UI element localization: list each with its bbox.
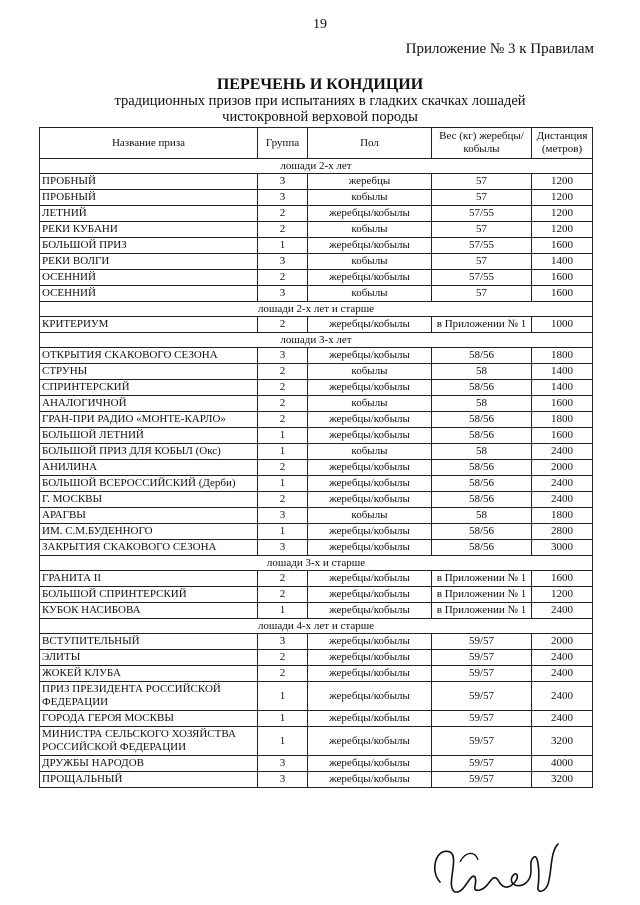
sex-cell: жеребцы/кобылы xyxy=(308,270,432,286)
group-cell: 3 xyxy=(258,190,308,206)
section-header-row xyxy=(40,333,593,348)
distance-cell: 1400 xyxy=(532,364,593,380)
group-cell: 2 xyxy=(258,364,308,380)
group-cell: 1 xyxy=(258,444,308,460)
weight-cell: 57/55 xyxy=(432,206,532,222)
weight-cell: 58/56 xyxy=(432,348,532,364)
distance-cell: 1600 xyxy=(532,428,593,444)
sex-cell: жеребцы/кобылы xyxy=(308,571,432,587)
table-row xyxy=(40,348,593,364)
sex-cell: кобылы xyxy=(308,444,432,460)
weight-cell: 58/56 xyxy=(432,540,532,556)
prize-name-cell: ГРАНИТА II xyxy=(40,571,258,587)
prize-name-cell: РЕКИ КУБАНИ xyxy=(40,222,258,238)
group-cell: 3 xyxy=(258,540,308,556)
header-group: Группа xyxy=(258,128,308,159)
weight-cell: 59/57 xyxy=(432,727,532,756)
weight-cell: 58 xyxy=(432,396,532,412)
document-title: ПЕРЕЧЕНЬ И КОНДИЦИИ xyxy=(216,76,424,93)
sex-cell: кобылы xyxy=(308,254,432,270)
sex-cell: жеребцы/кобылы xyxy=(308,476,432,492)
weight-cell: в Приложении № 1 xyxy=(432,587,532,603)
group-cell: 2 xyxy=(258,666,308,682)
prize-name-cell: ДРУЖБЫ НАРОДОВ xyxy=(40,756,258,772)
prize-name-cell: КУБОК НАСИБОВА xyxy=(40,603,258,619)
group-cell: 2 xyxy=(258,206,308,222)
distance-cell: 2400 xyxy=(532,444,593,460)
table-row xyxy=(40,270,593,286)
group-cell: 2 xyxy=(258,587,308,603)
weight-cell: в Приложении № 1 xyxy=(432,571,532,587)
prize-name-cell: ИМ. С.М.БУДЕННОГО xyxy=(40,524,258,540)
distance-cell: 1000 xyxy=(532,317,593,333)
distance-cell: 2400 xyxy=(532,711,593,727)
group-cell: 2 xyxy=(258,492,308,508)
section-title: лошади 2-х лет и старше xyxy=(40,302,593,317)
header-distance: Дистанция (метров) xyxy=(532,128,593,159)
distance-cell: 2400 xyxy=(532,666,593,682)
section-title: лошади 2-х лет xyxy=(40,159,593,174)
sex-cell: жеребцы/кобылы xyxy=(308,492,432,508)
group-cell: 3 xyxy=(258,174,308,190)
distance-cell: 1400 xyxy=(532,380,593,396)
sex-cell: жеребцы/кобылы xyxy=(308,238,432,254)
subtitle-line-2: чистокровной верховой породы xyxy=(222,109,418,125)
section-header-row xyxy=(40,619,593,634)
signature-image xyxy=(420,832,570,902)
sex-cell: кобылы xyxy=(308,190,432,206)
sex-cell: жеребцы/кобылы xyxy=(308,666,432,682)
prize-name-cell: ГОРОДА ГЕРОЯ МОСКВЫ xyxy=(40,711,258,727)
group-cell: 1 xyxy=(258,711,308,727)
group-cell: 1 xyxy=(258,682,308,711)
sex-cell: жеребцы/кобылы xyxy=(308,634,432,650)
group-cell: 3 xyxy=(258,348,308,364)
distance-cell: 2400 xyxy=(532,682,593,711)
group-cell: 2 xyxy=(258,270,308,286)
prize-name-cell: БОЛЬШОЙ ПРИЗ xyxy=(40,238,258,254)
table-row xyxy=(40,254,593,270)
group-cell: 1 xyxy=(258,603,308,619)
table-row xyxy=(40,727,593,756)
distance-cell: 2000 xyxy=(532,460,593,476)
group-cell: 3 xyxy=(258,508,308,524)
table-row xyxy=(40,756,593,772)
table-row xyxy=(40,508,593,524)
group-cell: 1 xyxy=(258,428,308,444)
weight-cell: 59/57 xyxy=(432,772,532,788)
prize-name-cell: ЛЕТНИЙ xyxy=(40,206,258,222)
group-cell: 2 xyxy=(258,396,308,412)
distance-cell: 1200 xyxy=(532,190,593,206)
weight-cell: в Приложении № 1 xyxy=(432,317,532,333)
weight-cell: 58 xyxy=(432,444,532,460)
weight-cell: 59/57 xyxy=(432,666,532,682)
table-row xyxy=(40,476,593,492)
group-cell: 1 xyxy=(258,476,308,492)
weight-cell: 57 xyxy=(432,286,532,302)
table-row xyxy=(40,428,593,444)
prize-name-cell: ЖОКЕЙ КЛУБА xyxy=(40,666,258,682)
prize-name-cell: ЭЛИТЫ xyxy=(40,650,258,666)
distance-cell: 1200 xyxy=(532,174,593,190)
section-header-row xyxy=(40,159,593,174)
table-row xyxy=(40,634,593,650)
prize-name-cell: ПРОБНЫЙ xyxy=(40,174,258,190)
sex-cell: кобылы xyxy=(308,222,432,238)
distance-cell: 1200 xyxy=(532,587,593,603)
distance-cell: 1600 xyxy=(532,270,593,286)
weight-cell: 58/56 xyxy=(432,524,532,540)
section-title: лошади 3-х и старше xyxy=(40,556,593,571)
prize-name-cell: ПРОЩАЛЬНЫЙ xyxy=(40,772,258,788)
table-row xyxy=(40,412,593,428)
document-subtitle xyxy=(0,93,640,125)
weight-cell: 58/56 xyxy=(432,476,532,492)
weight-cell: 58 xyxy=(432,364,532,380)
prize-name-cell: СТРУНЫ xyxy=(40,364,258,380)
table-row xyxy=(40,524,593,540)
weight-cell: 58 xyxy=(432,508,532,524)
prizes-table xyxy=(39,127,593,788)
sex-cell: жеребцы/кобылы xyxy=(308,460,432,476)
table-row xyxy=(40,364,593,380)
prize-name-cell: ЗАКРЫТИЯ СКАКОВОГО СЕЗОНА xyxy=(40,540,258,556)
distance-cell: 1800 xyxy=(532,508,593,524)
table-row xyxy=(40,380,593,396)
prize-name-cell: МИНИСТРА СЕЛЬСКОГО ХОЗЯЙСТВА РОССИЙСКОЙ ФЕДЕРАЦИИ xyxy=(40,727,258,756)
section-header-row xyxy=(40,556,593,571)
group-cell: 2 xyxy=(258,460,308,476)
prize-name-cell: ГРАН-ПРИ РАДИО «МОНТЕ-КАРЛО» xyxy=(40,412,258,428)
group-cell: 3 xyxy=(258,772,308,788)
distance-cell: 1800 xyxy=(532,348,593,364)
distance-cell: 3000 xyxy=(532,540,593,556)
appendix-reference: Приложение № 3 к Правилам xyxy=(405,41,594,57)
sex-cell: жеребцы/кобылы xyxy=(308,682,432,711)
distance-cell: 1400 xyxy=(532,254,593,270)
weight-cell: 57 xyxy=(432,254,532,270)
group-cell: 2 xyxy=(258,380,308,396)
distance-cell: 1200 xyxy=(532,206,593,222)
distance-cell: 2400 xyxy=(532,476,593,492)
prize-name-cell: ОСЕННИЙ xyxy=(40,286,258,302)
sex-cell: жеребцы/кобылы xyxy=(308,380,432,396)
subtitle-line-1: традиционных призов при испытаниях в гладких скачках лошадей xyxy=(114,93,526,109)
weight-cell: 58/56 xyxy=(432,380,532,396)
sex-cell: кобылы xyxy=(308,364,432,380)
header-prize-name: Название приза xyxy=(40,128,258,159)
weight-cell: 58/56 xyxy=(432,460,532,476)
prize-name-cell: АНИЛИНА xyxy=(40,460,258,476)
table-row xyxy=(40,587,593,603)
distance-cell: 1200 xyxy=(532,222,593,238)
prize-name-cell: БОЛЬШОЙ ПРИЗ ДЛЯ КОБЫЛ (Окс) xyxy=(40,444,258,460)
prize-name-cell: ПРИЗ ПРЕЗИДЕНТА РОССИЙСКОЙ ФЕДЕРАЦИИ xyxy=(40,682,258,711)
distance-cell: 1600 xyxy=(532,571,593,587)
group-cell: 1 xyxy=(258,524,308,540)
sex-cell: жеребцы/кобылы xyxy=(308,711,432,727)
table-row xyxy=(40,460,593,476)
distance-cell: 2400 xyxy=(532,603,593,619)
sex-cell: жеребцы/кобылы xyxy=(308,603,432,619)
group-cell: 3 xyxy=(258,286,308,302)
prize-name-cell: БОЛЬШОЙ СПРИНТЕРСКИЙ xyxy=(40,587,258,603)
weight-cell: 58/56 xyxy=(432,412,532,428)
table-row xyxy=(40,222,593,238)
prize-name-cell: АРАГВЫ xyxy=(40,508,258,524)
distance-cell: 2000 xyxy=(532,634,593,650)
table-row xyxy=(40,286,593,302)
table-row xyxy=(40,174,593,190)
page-number: 19 xyxy=(313,17,327,32)
prize-name-cell: ПРОБНЫЙ xyxy=(40,190,258,206)
distance-cell: 1600 xyxy=(532,238,593,254)
group-cell: 2 xyxy=(258,571,308,587)
prize-name-cell: ОСЕННИЙ xyxy=(40,270,258,286)
weight-cell: 57 xyxy=(432,190,532,206)
weight-cell: 59/57 xyxy=(432,756,532,772)
table-header-row xyxy=(40,128,593,159)
weight-cell: в Приложении № 1 xyxy=(432,603,532,619)
table-row xyxy=(40,238,593,254)
group-cell: 2 xyxy=(258,650,308,666)
prize-name-cell: БОЛЬШОЙ ЛЕТНИЙ xyxy=(40,428,258,444)
group-cell: 2 xyxy=(258,412,308,428)
distance-cell: 1600 xyxy=(532,286,593,302)
sex-cell: жеребцы/кобылы xyxy=(308,587,432,603)
table-row xyxy=(40,603,593,619)
distance-cell: 1600 xyxy=(532,396,593,412)
table-row xyxy=(40,711,593,727)
prize-name-cell: РЕКИ ВОЛГИ xyxy=(40,254,258,270)
sex-cell: жеребцы/кобылы xyxy=(308,317,432,333)
group-cell: 2 xyxy=(258,317,308,333)
table-row xyxy=(40,190,593,206)
sex-cell: жеребцы/кобылы xyxy=(308,348,432,364)
sex-cell: жеребцы/кобылы xyxy=(308,650,432,666)
table-row xyxy=(40,666,593,682)
table-row xyxy=(40,772,593,788)
distance-cell: 4000 xyxy=(532,756,593,772)
sex-cell: кобылы xyxy=(308,508,432,524)
group-cell: 3 xyxy=(258,756,308,772)
sex-cell: жеребцы/кобылы xyxy=(308,524,432,540)
prize-name-cell: Г. МОСКВЫ xyxy=(40,492,258,508)
header-weight: Вес (кг) жеребцы/кобылы xyxy=(432,128,532,159)
sex-cell: жеребцы/кобылы xyxy=(308,756,432,772)
sex-cell: кобылы xyxy=(308,396,432,412)
sex-cell: жеребцы/кобылы xyxy=(308,540,432,556)
sex-cell: жеребцы/кобылы xyxy=(308,206,432,222)
prize-name-cell: ВСТУПИТЕЛЬНЫЙ xyxy=(40,634,258,650)
weight-cell: 59/57 xyxy=(432,682,532,711)
distance-cell: 2400 xyxy=(532,650,593,666)
table-row xyxy=(40,206,593,222)
table-row xyxy=(40,492,593,508)
table-row xyxy=(40,650,593,666)
table-row xyxy=(40,317,593,333)
group-cell: 1 xyxy=(258,727,308,756)
sex-cell: жеребцы/кобылы xyxy=(308,727,432,756)
prize-name-cell: СПРИНТЕРСКИЙ xyxy=(40,380,258,396)
distance-cell: 1800 xyxy=(532,412,593,428)
distance-cell: 2400 xyxy=(532,492,593,508)
group-cell: 1 xyxy=(258,238,308,254)
prize-name-cell: БОЛЬШОЙ ВСЕРОССИЙСКИЙ (Дерби) xyxy=(40,476,258,492)
sex-cell: жеребцы/кобылы xyxy=(308,772,432,788)
section-header-row xyxy=(40,302,593,317)
weight-cell: 59/57 xyxy=(432,650,532,666)
table-row xyxy=(40,444,593,460)
sex-cell: кобылы xyxy=(308,286,432,302)
group-cell: 3 xyxy=(258,634,308,650)
table-row xyxy=(40,540,593,556)
sex-cell: жеребцы/кобылы xyxy=(308,428,432,444)
table-body xyxy=(40,159,593,788)
table-row xyxy=(40,571,593,587)
weight-cell: 59/57 xyxy=(432,711,532,727)
distance-cell: 2800 xyxy=(532,524,593,540)
distance-cell: 3200 xyxy=(532,772,593,788)
weight-cell: 57 xyxy=(432,174,532,190)
prize-name-cell: КРИТЕРИУМ xyxy=(40,317,258,333)
weight-cell: 57 xyxy=(432,222,532,238)
table-row xyxy=(40,682,593,711)
weight-cell: 57/55 xyxy=(432,238,532,254)
section-title: лошади 3-х лет xyxy=(40,333,593,348)
weight-cell: 58/56 xyxy=(432,492,532,508)
prize-name-cell: ОТКРЫТИЯ СКАКОВОГО СЕЗОНА xyxy=(40,348,258,364)
sex-cell: жеребцы/кобылы xyxy=(308,412,432,428)
header-sex: Пол xyxy=(308,128,432,159)
weight-cell: 59/57 xyxy=(432,634,532,650)
table-row xyxy=(40,396,593,412)
group-cell: 2 xyxy=(258,222,308,238)
sex-cell: жеребцы xyxy=(308,174,432,190)
group-cell: 3 xyxy=(258,254,308,270)
distance-cell: 3200 xyxy=(532,727,593,756)
section-title: лошади 4-х лет и старше xyxy=(40,619,593,634)
weight-cell: 58/56 xyxy=(432,428,532,444)
weight-cell: 57/55 xyxy=(432,270,532,286)
prize-name-cell: АНАЛОГИЧНОЙ xyxy=(40,396,258,412)
